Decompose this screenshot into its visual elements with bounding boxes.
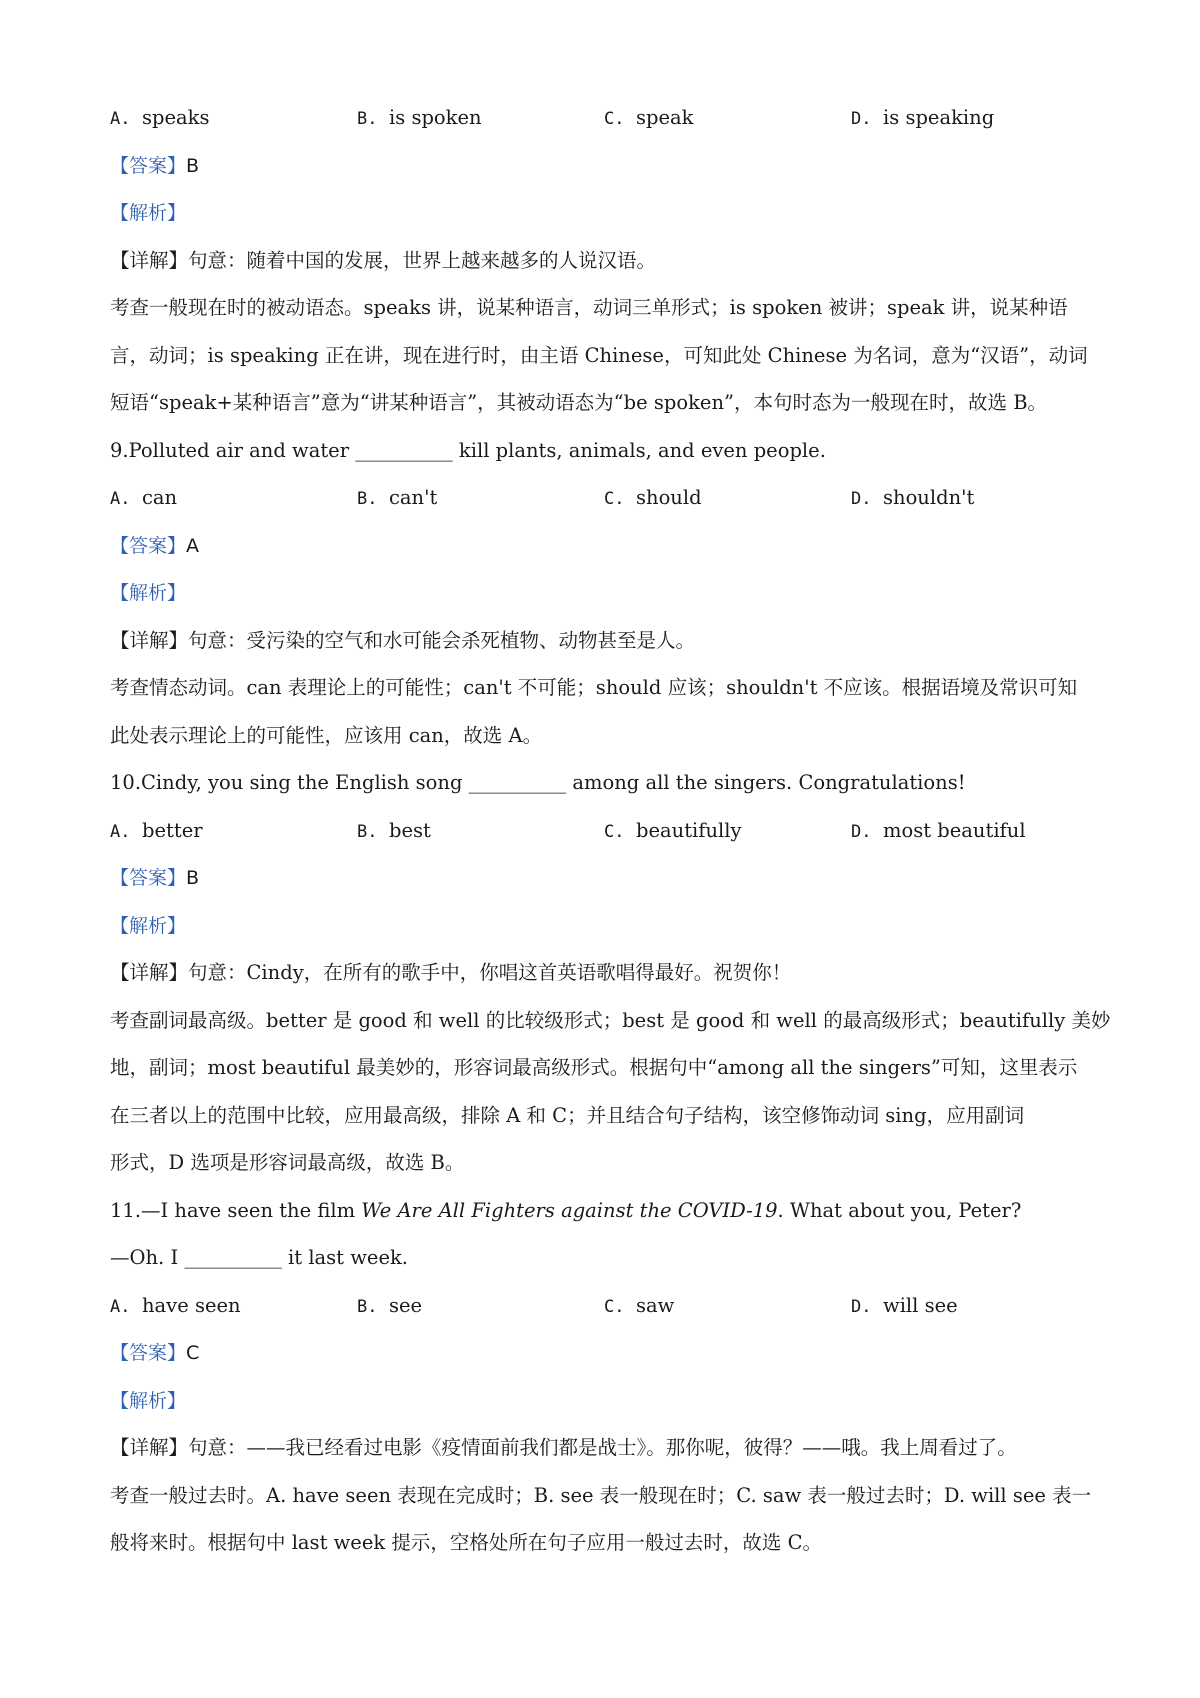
analysis-tag: 【解析】 xyxy=(110,582,187,604)
answer-value: C xyxy=(186,1342,200,1364)
option-text: saw xyxy=(636,1293,675,1317)
paragraph-line: 考查一般过去时。A. have seen 表现在完成时；B. see 表一般现在时；C. saw 表一般过去时；D. will see 表一 xyxy=(110,1483,1092,1507)
option-item xyxy=(110,94,357,144)
answer-line xyxy=(110,1329,1100,1377)
answer-line xyxy=(110,522,1100,570)
analysis-tag: 【解析】 xyxy=(110,1389,187,1412)
option-text: best xyxy=(389,818,431,842)
paragraph-line: 在三者以上的范围中比较，应用最高级，排除 A 和 C；并且结合句子结构，该空修饰动词 sing，应用副词 xyxy=(110,1103,1025,1127)
text-line: 10.Cindy, you sing the English song __________ among all the singers. Congratulations! xyxy=(110,771,966,794)
option-text: is spoken xyxy=(389,106,482,129)
explanation-paragraph xyxy=(110,997,1111,1187)
analysis-heading xyxy=(110,1377,1100,1425)
option-text: is speaking xyxy=(883,106,995,129)
paragraph-line: 形式，D 选项是形容词最高级，故选 B。 xyxy=(110,1151,465,1174)
answer-value: B xyxy=(186,154,200,177)
option-text: can't xyxy=(389,486,438,509)
option-text: better xyxy=(142,818,203,842)
option-letter: B. xyxy=(357,1296,378,1317)
option-item xyxy=(604,1282,851,1332)
option-letter: B. xyxy=(357,109,378,129)
options-row xyxy=(110,474,1100,522)
option-text: can xyxy=(142,486,178,509)
option-text: see xyxy=(389,1293,423,1317)
option-text: speaks xyxy=(142,106,210,129)
answer-tag: 【答案】 xyxy=(110,154,187,177)
analysis-heading xyxy=(110,902,1100,950)
option-letter: A. xyxy=(110,1296,131,1317)
option-text: beautifully xyxy=(636,818,742,842)
option-letter: D. xyxy=(851,109,872,129)
option-letter: D. xyxy=(851,821,872,842)
paragraph-line: 地，副词；most beautiful 最美妙的，形容词最高级形式。根据句中“among all the singers”可知，这里表示 xyxy=(110,1056,1078,1079)
answer-value: A xyxy=(186,534,200,557)
option-item xyxy=(357,94,604,144)
text-line: 【详解】句意：受污染的空气和水可能会杀死植物、动物甚至是人。 xyxy=(110,628,696,652)
text-line: 9.Polluted air and water __________ kill plants, animals, and even people. xyxy=(110,438,826,462)
option-item xyxy=(357,807,604,857)
option-item xyxy=(604,94,851,144)
option-letter: C. xyxy=(604,1296,625,1317)
option-text: will see xyxy=(883,1293,958,1317)
option-letter: A. xyxy=(110,109,131,129)
answer-tag: 【答案】 xyxy=(110,534,187,557)
text-line: 【详解】句意：随着中国的发展，世界上越来越多的人说汉语。 xyxy=(110,248,657,272)
answer-tag: 【答案】 xyxy=(110,1342,187,1364)
film-title: We Are All Fighters against the COVID-19 xyxy=(361,1198,778,1222)
option-item xyxy=(110,807,357,857)
options-row xyxy=(110,94,1100,142)
option-item xyxy=(851,94,1100,144)
paragraph-line: 言，动词；is speaking 正在讲，现在进行时，由主语 Chinese，可知此处 Chinese 为名词，意为“汉语”，动词 xyxy=(110,343,1088,367)
option-letter: C. xyxy=(604,489,625,509)
options-row xyxy=(110,1282,1100,1330)
answer-line xyxy=(110,854,1100,902)
explanation-paragraph xyxy=(110,284,1100,427)
option-letter: C. xyxy=(604,821,625,842)
analysis-tag: 【解析】 xyxy=(110,202,187,224)
option-letter: B. xyxy=(357,821,378,842)
option-letter: C. xyxy=(604,109,625,129)
paragraph-line: 考查情态动词。can 表理论上的可能性；can't 不可能；should 应该；shouldn't 不应该。根据语境及常识可知 xyxy=(110,676,1078,699)
option-letter: B. xyxy=(357,489,378,509)
option-text: most beautiful xyxy=(883,818,1026,842)
option-item xyxy=(604,807,851,857)
text-line: 【详解】句意：——我已经看过电影《疫情面前我们都是战士》。那你呢，彼得？——哦。我上周看过了。 xyxy=(110,1436,1017,1459)
option-item xyxy=(604,474,851,524)
option-item xyxy=(851,807,1100,857)
option-letter: A. xyxy=(110,821,131,842)
paragraph-line: 此处表示理论上的可能性，应该用 can，故选 A。 xyxy=(110,723,543,747)
option-text: have seen xyxy=(142,1293,241,1317)
option-item xyxy=(357,1282,604,1332)
option-letter: D. xyxy=(851,1296,872,1317)
analysis-heading xyxy=(110,189,1100,237)
explanation-paragraph xyxy=(110,1472,1100,1567)
option-letter: A. xyxy=(110,489,131,509)
option-item xyxy=(851,1282,1100,1332)
option-item xyxy=(851,474,1100,524)
analysis-tag: 【解析】 xyxy=(110,914,187,937)
option-letter: D. xyxy=(851,489,872,509)
option-text: speak xyxy=(636,106,694,129)
paragraph-line: 般将来时。根据句中 last week 提示，空格处所在句子应用一般过去时，故选 C。 xyxy=(110,1531,823,1554)
option-text: shouldn't xyxy=(883,486,975,509)
answer-tag: 【答案】 xyxy=(110,867,187,889)
question-text-before: 11.—I have seen the film xyxy=(110,1198,362,1222)
answer-line xyxy=(110,142,1100,190)
analysis-heading xyxy=(110,569,1100,617)
explanation-paragraph xyxy=(110,664,1100,759)
option-text: should xyxy=(636,486,702,509)
question-line xyxy=(110,1187,1100,1235)
text-line: 【详解】句意：Cindy，在所有的歌手中，你唱这首英语歌唱得最好。祝贺你！ xyxy=(110,961,792,984)
paragraph-line: 考查一般现在时的被动语态。speaks 讲，说某种语言，动词三单形式；is spoken 被讲；speak 讲，说某种语 xyxy=(110,296,1068,319)
document-page xyxy=(110,94,1111,1567)
paragraph-line: 考查副词最高级。better 是 good 和 well 的比较级形式；best 是 good 和 well 的最高级形式；beautifully 美妙 xyxy=(110,1008,1111,1032)
paragraph-line: 短语“speak+某种语言”意为“讲某种语言”，其被动语态为“be spoken”，本句时态为一般现在时，故选 B。 xyxy=(110,391,1048,414)
answer-value: B xyxy=(186,867,200,889)
option-item xyxy=(110,1282,357,1332)
question-text-after: . What about you, Peter? xyxy=(777,1198,1022,1222)
options-row xyxy=(110,807,1100,855)
option-item xyxy=(357,474,604,524)
text-line: —Oh. I __________ it last week. xyxy=(110,1246,409,1269)
option-item xyxy=(110,474,357,524)
